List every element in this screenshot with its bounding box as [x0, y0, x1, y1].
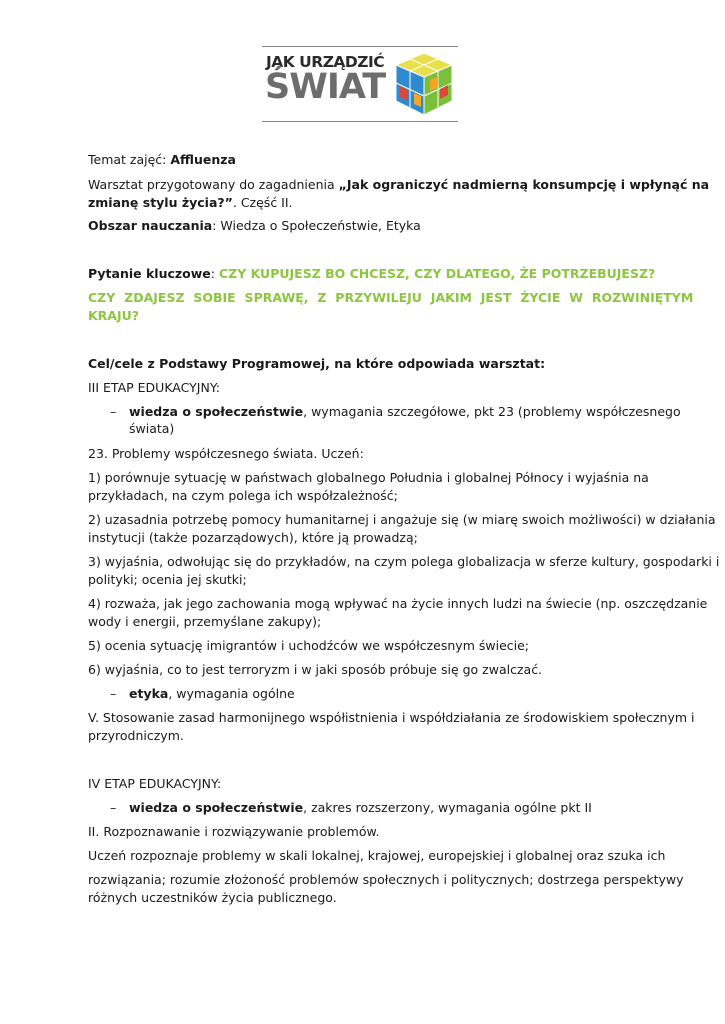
- student-paragraph-line2: rozwiązania; rozumie złożoność problemów społecznych i politycznych; dostrzega perspektywy: [88, 872, 684, 887]
- requirement-1-cont: przykładach, na czym polega ich współzależność;: [88, 488, 398, 503]
- requirement-1: 1) porównuje sytuację w państwach globalnego Południa i globalnej Północy i wyjaśnia na: [88, 470, 649, 485]
- requirement-5: 5) ocenia sytuację imigrantów i uchodźców we współczesnym świecie;: [88, 638, 530, 653]
- requirement-2-cont: instytucji (także pozarządowych), które ją prowadzą;: [88, 530, 418, 545]
- bullet-dash: –: [110, 800, 117, 815]
- logo-text-line1: JAK URZĄDZIĆ: [266, 53, 385, 71]
- bullet-dash: –: [110, 686, 117, 701]
- workshop-line-2: zmianę stylu życia?”. Część II.: [88, 195, 293, 210]
- topic-value: Affluenza: [170, 152, 236, 167]
- rubik-cube-icon: [390, 49, 458, 119]
- requirement-6: 6) wyjaśnia, co to jest terroryzm i w jaki sposób próbuje się go zwalczać.: [88, 662, 543, 677]
- ethics-requirement-v: V. Stosowanie zasad harmonijnego współistnienia i współdziałania ze środowiskiem społecznym i: [88, 710, 695, 725]
- student-paragraph-line3: różnych uczestników życia publicznego.: [88, 890, 337, 905]
- problems-heading: 23. Problemy współczesnego świata. Uczeń:: [88, 446, 364, 461]
- topic-line: Temat zajęć: Affluenza: [88, 152, 236, 167]
- requirement-4-cont: wody i energii, przemyślane zakupy);: [88, 614, 322, 629]
- requirement-3: 3) wyjaśnia, odwołując się do przykładów, na czym polega globalizacja w sferze kultury, gospodarki i: [88, 554, 720, 569]
- bullet-dash: –: [110, 404, 117, 419]
- goals-heading: Cel/cele z Podstawy Programowej, na które odpowiada warsztat:: [88, 356, 546, 371]
- area-line: Obszar nauczania: Wiedza o Społeczeństwie, Etyka: [88, 218, 421, 233]
- requirement-3-cont: polityki; ocenia jej skutki;: [88, 572, 247, 587]
- requirement-ii: II. Rozpoznawanie i rozwiązywanie problemów.: [88, 824, 380, 839]
- key-question-2-cont: KRAJU?: [88, 308, 140, 323]
- requirement-2: 2) uzasadnia potrzebę pomocy humanitarnej i angażuje się (w miarę swoich możliwości) w działania: [88, 512, 716, 527]
- key-question-2: CZY ZDAJESZ SOBIE SPRAWĘ, Z PRZYWILEJU JAKIM JEST ŻYCIE W ROZWINIĘTYM: [88, 290, 694, 305]
- goal-item-ethics: etyka, wymagania ogólne: [129, 686, 295, 701]
- workshop-line: Warsztat przygotowany do zagadnienia „Jak ograniczyć nadmierną konsumpcję i wpłynąć na: [88, 177, 710, 192]
- ethics-requirement-v-cont: przyrodniczym.: [88, 728, 184, 743]
- goal-item-wos: wiedza o społeczeństwie, wymagania szczegółowe, pkt 23 (problemy współczesnego: [129, 404, 681, 419]
- logo: [262, 46, 458, 122]
- key-question-1: CZY KUPUJESZ BO CHCESZ, CZY DLATEGO, ŻE POTRZEBUJESZ?: [218, 266, 656, 281]
- stage-4-label: IV ETAP EDUKACYJNY:: [88, 776, 222, 791]
- requirement-4: 4) rozważa, jak jego zachowania mogą wpływać na życie innych ludzi na świecie (np. oszczędzanie: [88, 596, 708, 611]
- stage-3-label: III ETAP EDUKACYJNY:: [88, 380, 221, 395]
- key-question-line: Pytanie kluczowe: CZY KUPUJESZ BO CHCESZ, CZY DLATEGO, ŻE POTRZEBUJESZ?: [88, 266, 656, 281]
- goal-item-wos-extended: wiedza o społeczeństwie, zakres rozszerzony, wymagania ogólne pkt II: [129, 800, 592, 815]
- goal-item-wos-cont: świata): [129, 421, 175, 436]
- logo-text-line2: ŚWIAT: [265, 67, 386, 107]
- student-paragraph-line1: Uczeń rozpoznaje problemy w skali lokalnej, krajowej, europejskiej i globalnej oraz szuka ich: [88, 848, 666, 863]
